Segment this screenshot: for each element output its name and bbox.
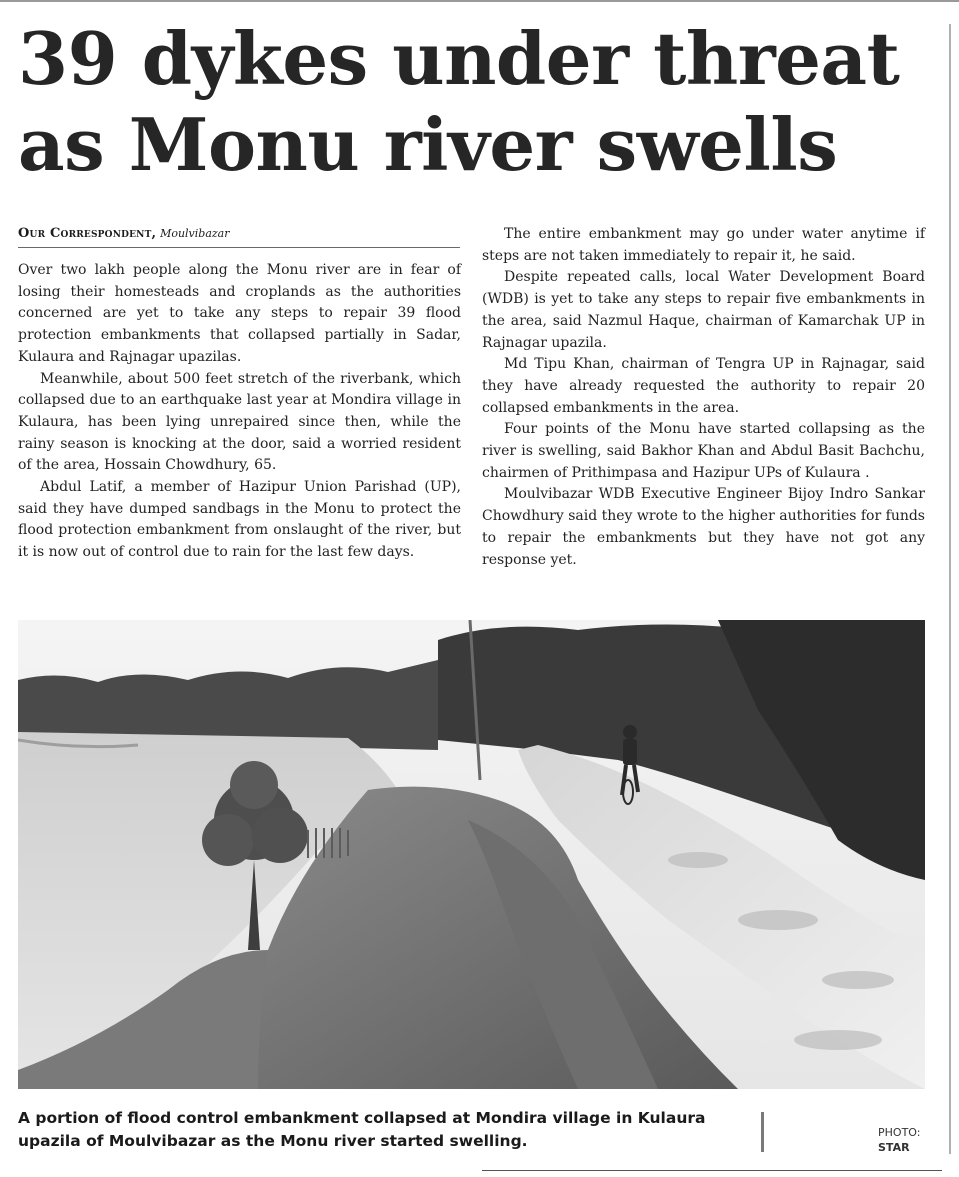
photo-caption: A portion of flood control embankment collapsed at Mondira village in Kulaura upazila of Moulvibazar as the Monu river started swelling. <box>18 1109 706 1150</box>
column-rule <box>949 24 951 1154</box>
paragraph: Meanwhile, about 500 feet stretch of the riverbank, which collapsed due to an earthquake last year at Mondira village in Kulaura, has been lying unrepaired since then, while the rainy season is knocking at the door, said a worried resident of the area, Hossain Chowdhury, 65. <box>18 370 461 474</box>
caption-divider <box>761 1112 764 1152</box>
paragraph: The entire embankment may go under water anytime if steps are not taken immediately to repair it, he said. <box>482 226 925 264</box>
embankment-photo-illustration <box>18 620 925 1089</box>
article-column-left <box>18 260 461 564</box>
headline-line: 39 dykes under threat <box>18 16 900 101</box>
paragraph: Moulvibazar WDB Executive Engineer Bijoy Indro Sankar Chowdhury said they wrote to the higher authorities for funds to repair the embankments but they have not got any response yet. <box>482 486 925 568</box>
paragraph: Md Tipu Khan, chairman of Tengra UP in Rajnagar, said they have already requested the authority to repair 20 collapsed embankments in the area. <box>482 356 925 416</box>
top-rule <box>0 0 959 2</box>
headline-line: as Monu river swells <box>18 102 838 187</box>
byline-author: Our Correspondent, <box>18 226 157 241</box>
photo-credit-source: STAR <box>878 1141 910 1154</box>
article-column-right <box>482 224 925 571</box>
paragraph: Four points of the Monu have started collapsing as the river is swelling, said Bakhor Khan and Abdul Basit Bachchu, chairmen of Prithimpasa and Hazipur UPs of Kulaura . <box>482 421 925 481</box>
byline-place: Moulvibazar <box>160 227 230 240</box>
headline <box>18 16 938 188</box>
paragraph: Over two lakh people along the Monu river are in fear of losing their homesteads and croplands as the authorities concerned are yet to take any steps to repair 39 flood protection embankments that collapsed partially in Sadar, Kulaura and Rajnagar upazilas. <box>18 262 461 365</box>
bottom-rule <box>482 1170 942 1171</box>
paragraph: Despite repeated calls, local Water Development Board (WDB) is yet to take any steps to repair five embankments in the area, said Nazmul Haque, chairman of Kamarchak UP in Rajnagar upazila. <box>482 269 925 351</box>
photo-credit <box>878 1125 920 1155</box>
photo-credit-label: PHOTO: <box>878 1126 921 1139</box>
byline <box>18 226 460 248</box>
news-photo <box>18 620 925 1089</box>
paragraph: Abdul Latif, a member of Hazipur Union Parishad (UP), said they have dumped sandbags in the Monu to protect the flood protection embankment from onslaught of the river, but it is now out of control due to rain for the last few days. <box>18 479 461 561</box>
